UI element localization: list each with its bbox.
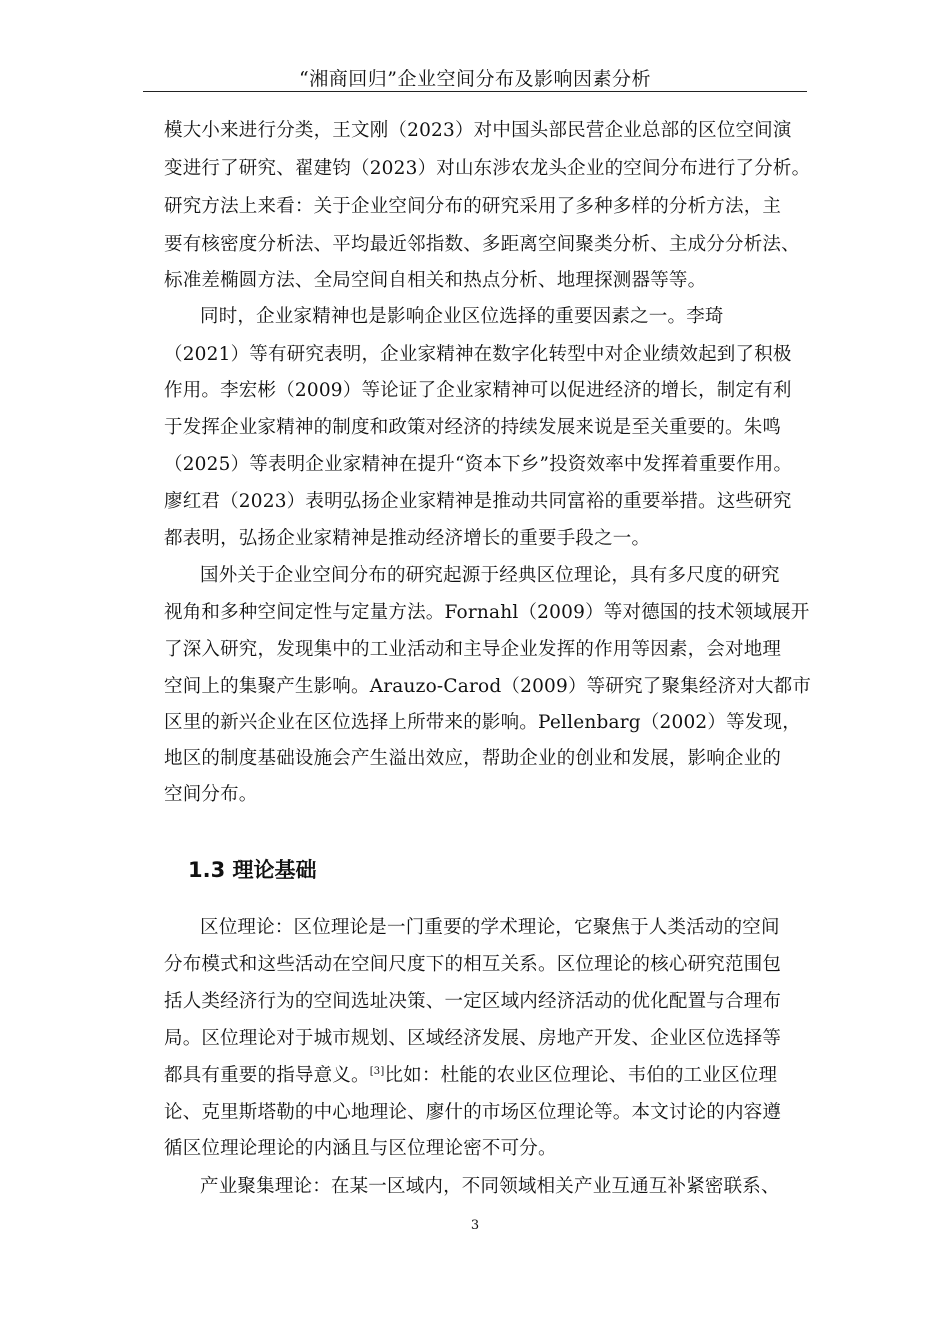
paragraph-line: 空间分布。 [164,784,258,805]
running-header-title: “湘商回归”企业空间分布及影响因素分析 [299,68,651,90]
paragraph-line: 空间上的集聚产生影响。Arauzo-Carod（2009）等研究了聚集经济对大都市 [164,676,812,697]
paragraph-line: 国外关于企业空间分布的研究起源于经典区位理论，具有多尺度的研究 [200,565,780,586]
paragraph-line: （2025）等表明企业家精神在提升“资本下乡”投资效率中发挥着重要作用。 [164,454,793,475]
paragraph-line: 作用。李宏彬（2009）等论证了企业家精神可以促进经济的增长，制定有利 [164,380,792,401]
paragraph-line: 研究方法上来看：关于企业空间分布的研究采用了多种多样的分析方法，主 [164,196,782,217]
line-text: 都具有重要的指导意义。 [164,1065,370,1086]
page-number: 3 [470,1218,480,1233]
paragraph-line: 标准差椭圆方法、全局空间自相关和热点分析、地理探测器等等。 [164,270,707,291]
paragraph-line: 论、克里斯塔勒的中心地理论、廖什的市场区位理论等。本文讨论的内容遵 [164,1102,782,1123]
paragraph-line: 了深入研究，发现集中的工业活动和主导企业发挥的作用等因素，会对地理 [164,639,782,660]
paragraph-line: 视角和多种空间定性与定量方法。Fornahl（2009）等对德国的技术领域展开 [164,602,810,623]
paragraph-line: 模大小来进行分类，王文刚（2023）对中国头部民营企业总部的区位空间演 [164,120,792,141]
paragraph-line: 区位理论：区位理论是一门重要的学术理论，它聚焦于人类活动的空间 [200,917,780,938]
header-divider [143,91,807,92]
paragraph-line: 区里的新兴企业在区位选择上所带来的影响。Pellenbarg（2002）等发现， [164,712,801,733]
paragraph-line: 同时，企业家精神也是影响企业区位选择的重要因素之一。李琦 [200,306,724,327]
paragraph-line: （2021）等有研究表明，企业家精神在数字化转型中对企业绩效起到了积极 [164,344,792,365]
paragraph-line: 廖红君（2023）表明弘扬企业家精神是推动共同富裕的重要举措。这些研究 [164,491,792,512]
paragraph-line: 地区的制度基础设施会产生溢出效应，帮助企业的创业和发展，影响企业的 [164,748,782,769]
paragraph-line: 循区位理论理论的内涵且与区位理论密不可分。 [164,1138,557,1159]
paragraph-line: 变进行了研究、翟建钧（2023）对山东涉农龙头企业的空间分布进行了分析。 [164,158,811,179]
citation-marker[interactable]: [3] [369,1065,385,1077]
paragraph-line: 分布模式和这些活动在空间尺度下的相互关系。区位理论的核心研究范围包 [164,954,782,975]
paragraph-line: 局。区位理论对于城市规划、区域经济发展、房地产开发、企业区位选择等 [164,1028,782,1049]
paragraph-line: 都表明，弘扬企业家精神是推动经济增长的重要手段之一。 [164,528,651,549]
paragraph-line: 要有核密度分析法、平均最近邻指数、多距离空间聚类分析、主成分分析法、 [164,234,800,255]
paragraph-line-with-citation [164,1063,824,1089]
paragraph-line: 于发挥企业家精神的制度和政策对经济的持续发展来说是至关重要的。朱鸣 [164,417,782,438]
line-text: 比如：杜能的农业区位理论、韦伯的工业区位理 [384,1065,778,1086]
paragraph-line: 产业聚集理论：在某一区域内，不同领域相关产业互通互补紧密联系、 [200,1176,780,1197]
paragraph-line: 括人类经济行为的空间选址决策、一定区域内经济活动的优化配置与合理布 [164,991,782,1012]
section-heading: 1.3 理论基础 [188,858,317,882]
